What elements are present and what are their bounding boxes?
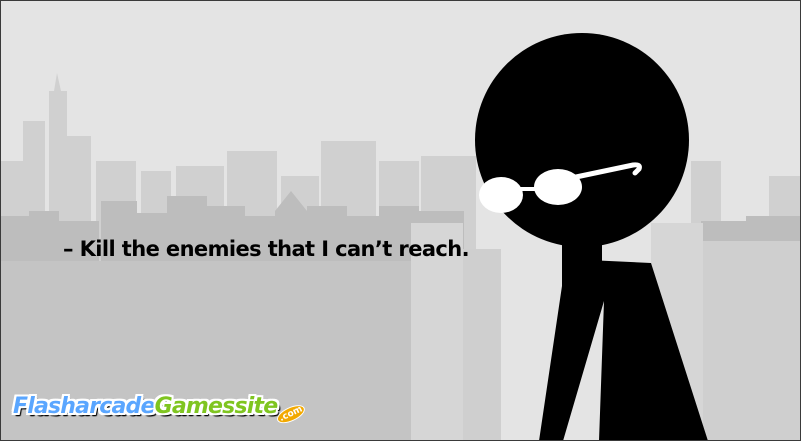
- logo-text-gamessite: Gamessite: [154, 394, 278, 419]
- logo-text-dotcom: .com: [275, 401, 308, 427]
- dialogue-text: – Kill the enemies that I can’t reach.: [63, 237, 469, 261]
- logo-text-flasharcade: Flasharcade: [13, 394, 155, 419]
- stickman-head: [475, 33, 689, 247]
- flasharcade-gamessite-logo[interactable]: [13, 394, 308, 424]
- scene-background: [1, 1, 800, 440]
